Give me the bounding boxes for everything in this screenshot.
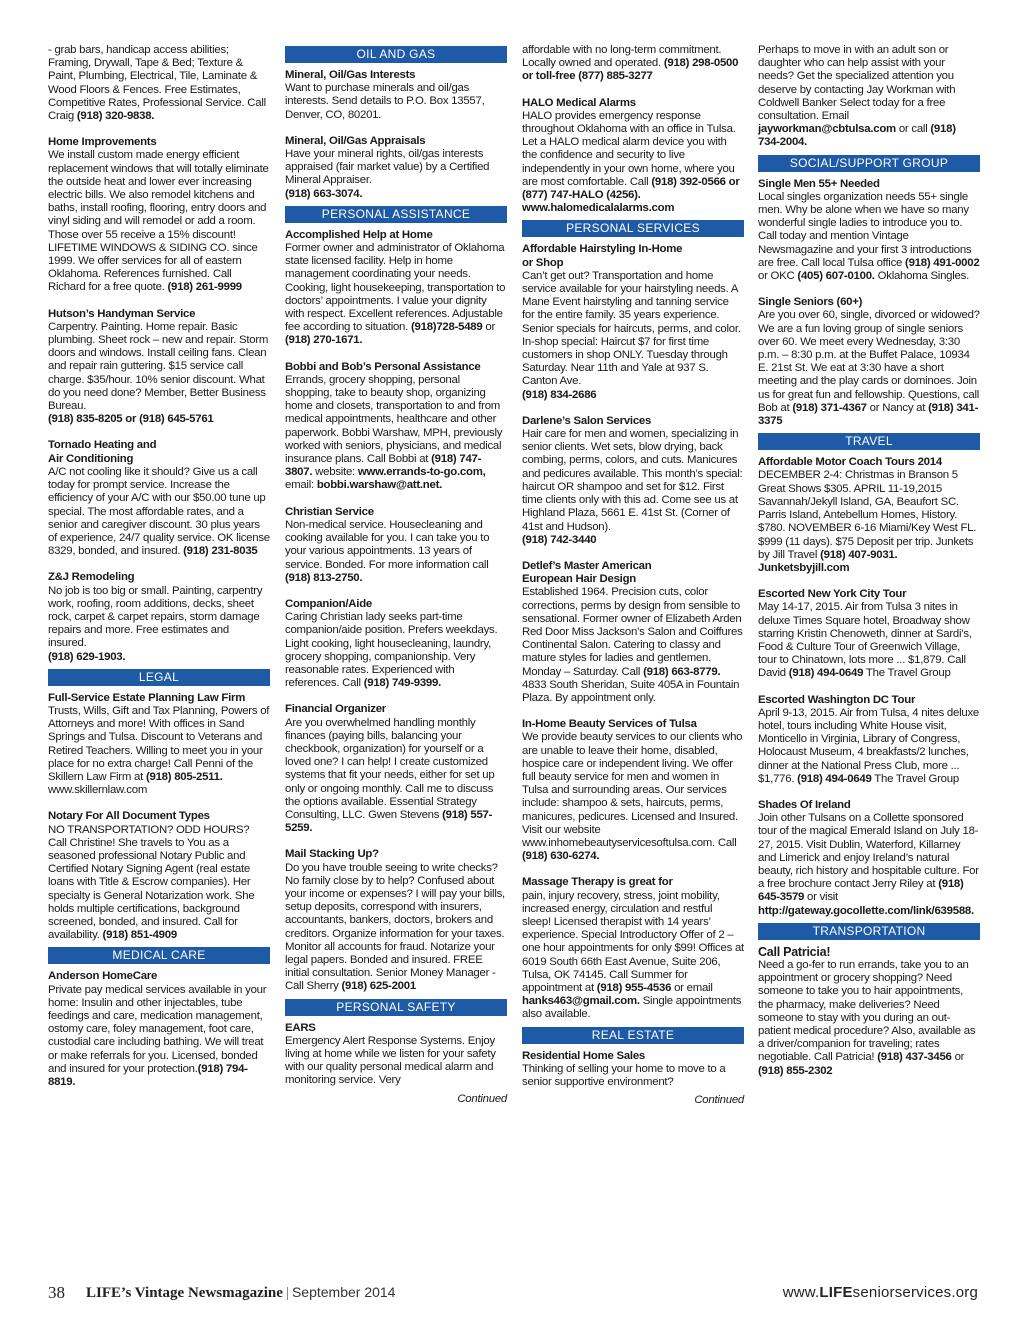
ad-title: Detlef’s Master American [522, 559, 652, 572]
ad-notary [48, 810, 270, 942]
ad-title: Single Seniors (60+) [758, 296, 863, 309]
footer-website-suffix: seniorservices.org [852, 1284, 978, 1301]
ad-text: Are you over 60, single, divorced or widowed? We are a fun loving group of single seniors over 60. We meet every Wednesday, 3:30 p.m. – 8:30 p.m. at the Buffet Palace, 10934 E. 21st St. We eat at 3:30 have a short meeting and the play cards or dominoes. Join us for great fun and fellowship. Questions, call Bob at [758, 309, 980, 414]
ad-text: Caring Christian lady seeks part-time companion/aide position. Prefers weekdays. Light cooking, light housecleaning, laundry, grocery shopping, companionship. Very reasonable rates. Experienced with references. Call [285, 611, 498, 690]
ad-phone: (918) 663-3074. [285, 187, 363, 200]
ad-phone: (918) 392-0566 or (877) 747-HALO (4256). www.halomedicalalarms.com [522, 175, 740, 215]
ad-phone-2: (918) 270-1671. [285, 334, 363, 347]
section-header-social-support: SOCIAL/SUPPORT GROUP [758, 155, 980, 172]
ad-phone: (918) 834-2686 [522, 388, 597, 401]
ad-title-line2: or Shop [522, 256, 564, 269]
ad-darlenes-salon [522, 415, 744, 547]
ad-phone: (918) 494-0649 [788, 667, 864, 680]
ad-detlefs-hair-design [522, 560, 744, 705]
ad-massage-therapy [522, 876, 744, 1021]
ad-phone: (918) 742-3440 [522, 533, 597, 546]
ad-home-improvements [48, 136, 270, 294]
ad-text: April 9-13, 2015. Air from Tulsa, 4 nites deluxe hotel, tours including White House visit, Monticello in Virginia, Library of Congress, Holocaust Museum, 4 breakfasts/2 lunches, dinner at the National Press Club, more ... $1,776. [758, 706, 979, 785]
ad-text-or: or Nancy at [866, 401, 929, 414]
ad-phone-2: (405) 607-0100. [797, 270, 875, 283]
ad-motor-coach-tours [758, 456, 980, 575]
ad-continued-ears [522, 44, 744, 84]
ad-phone: (918) 407-9031. Junketsbyjill.com [758, 548, 898, 574]
ad-text: We provide beauty services to our clients who are unable to leave their home, disabled, hospice care or independent living. We offer full beauty service for men and women in Tulsa and surrounding areas. Our services include: shampoo & sets, haircuts, perms, manicures, pedicures. Licensed and Insured. Visit our website www.inhomebeautyservicesoftulsa.com. Call [522, 731, 743, 849]
ad-title-line2: Air Conditioning [48, 452, 134, 465]
ad-phone: (918) 734-2004. [758, 123, 956, 149]
ad-mail-stacking [285, 848, 507, 993]
ad-title: In-Home Beauty Services of Tulsa [522, 718, 697, 731]
ad-text: A/C not cooling like it should? Give us a call today for prompt service. Increase the efficiency of your A/C with our $50.00 tune up special. The most affordable rates, and a senior and caregiver discount. 30 plus years of experience, 24/7 quality service. OK license 8329, bonded, and insured. [48, 465, 270, 558]
ad-text: NO TRANSPORTATION? ODD HOURS? Call Christine! She travels to You as a seasoned professional Notary Public and Certified Notary Signing Agent (real estate loans with Title & Escrow companies). Her specialty is General Notarization work. She holds multiple certifications, background screened, bonded, and insured. Call for availability. [48, 823, 255, 942]
ad-shades-of-ireland [758, 799, 980, 918]
ad-text-tail: Oklahoma Singles. [874, 270, 969, 283]
ad-text: Local singles organization needs 55+ single men. Why be alone when we have so many wonderful single ladies to introduce you to. Call today and mention Vintage Newsmagazine and your first 3 introductions are free. Call local Tulsa office [758, 190, 972, 269]
ad-text: HALO provides emergency response throughout Oklahoma with an office in Tulsa. Let a HALO medical alarm device you with the confidence and security to live independently in your own home, where you are most comfortable. Call [522, 109, 736, 188]
ad-text: Errands, grocery shopping, personal shopping, take to beauty shop, organizing home and closets, transportation to and from medical appointments, healthcare and other paperwork. Bobbi Warshaw, MPH, previously worked with seniors, physicians, and medical insurance plans. Call Bobbi at [285, 373, 503, 466]
ad-text: Thinking of selling your home to move to a senior supportive environment? [522, 1062, 726, 1089]
ad-text: We install custom made energy efficient replacement windows that will totally eliminate the outside heat and lower ever increasing electric bills. We also remodel kitchens and baths, install roofing, flooring, entry doors and vinyl siding and will remodel or add a room. Those over 55 receive a 15% discount! LIFETIME WINDOWS & SIDING CO. since 1999. We offer services for all of eastern Oklahoma. References furnished. Call Richard for a free quote. [48, 149, 269, 294]
column-3 [522, 44, 744, 1107]
ad-text-or: or [482, 321, 496, 334]
ad-title: Anderson HomeCare [48, 970, 158, 983]
ad-text: Carpentry. Painting. Home repair. Basic plumbing. Sheet rock – new and repair. Storm doors and windows. Install ceiling fans. Clean and repair rain guttering. $15 service call charge. $35/hour. 10% senior discount. What do you need done? Member, Better Business Bureau. [48, 320, 269, 413]
section-header-personal-services: PERSONAL SERVICES [522, 220, 744, 237]
ad-ears [285, 1022, 507, 1088]
ad-text-website: website: [312, 466, 358, 479]
ad-text: Perhaps to move in with an adult son or daughter who can help assist with your needs? Get the specialized attention you deserve by contacting Jay Workman with Coldwell Banker Select today for a free consultation. Email [758, 44, 956, 123]
ad-phone: (918) 261-9999 [167, 281, 242, 294]
ad-title: Single Men 55+ Needed [758, 177, 880, 190]
ad-new-york-tour [758, 588, 980, 680]
ad-title: Escorted Washington DC Tour [758, 693, 916, 706]
ad-continued-handyman [48, 44, 270, 123]
ad-in-home-beauty [522, 718, 744, 863]
ad-website: http://gateway.gocollette.com/link/639588. [758, 904, 974, 917]
section-header-real-estate: REAL ESTATE [522, 1027, 744, 1044]
ad-title: Affordable Hairstyling In-Home [522, 243, 683, 256]
ad-title: Full-Service Estate Planning Law Firm [48, 691, 246, 704]
ad-website: www.skillernlaw.com [48, 784, 148, 797]
ad-phone-2: (918) 341-3375 [758, 401, 979, 428]
ad-title: Residential Home Sales [522, 1049, 646, 1062]
section-header-personal-assistance: PERSONAL ASSISTANCE [285, 206, 507, 223]
ad-text-visit: or visit [804, 891, 838, 904]
ad-title: Companion/Aide [285, 597, 372, 610]
ad-phone: (918) 231-8035 [183, 545, 258, 558]
ad-title: Mail Stacking Up? [285, 848, 379, 861]
ad-phone: (918) 298-0500 or toll-free (877) 885-3277 [522, 57, 739, 83]
footer-website-prefix: www. [782, 1284, 820, 1301]
ad-text: Private pay medical services available in your home: Insulin and other injectables, tube feedings and care, medication management, ostomy care, foley management, foot care, custodial care including bathing. We will treat or make referrals for you. Licensed, bonded and insured for your protection. [48, 983, 267, 1075]
ad-anderson-homecare [48, 970, 270, 1089]
ad-phone: (918) 371-4367 [792, 401, 867, 414]
ad-title: Darlene’s Salon Services [522, 414, 652, 427]
ad-email: hanks463@gmail.com. [522, 995, 640, 1008]
section-header-travel: TRAVEL [758, 433, 980, 450]
ad-text-tail: 4833 South Sheridan, Suite 405A in Fountain Plaza. By appointment only. [522, 678, 740, 704]
footer-website [783, 1284, 978, 1301]
ad-call-patricia [758, 946, 980, 1078]
ad-title: Shades Of Ireland [758, 798, 851, 811]
ad-phone: (918) 320-9838. [76, 110, 155, 123]
ad-accomplished-help [285, 229, 507, 348]
ad-title: Mineral, Oil/Gas Appraisals [285, 134, 426, 147]
ad-phone: (918) 630-6274. [522, 850, 600, 863]
ad-text: May 14-17, 2015. Air from Tulsa 3 nites in deluxe Times Square hotel, Broadway show starring Kristin Chenoweth, dinner at Sardi’s, Food & Culture Tour of Greenwich Village, tour to Chinatown, lots more ... $1,879. Call David [758, 601, 972, 680]
ad-title: HALO Medical Alarms [522, 96, 636, 109]
ad-washington-tour [758, 694, 980, 786]
column-2 [285, 44, 507, 1106]
ad-phone: (918) 835-8205 or (918) 645-5761 [48, 413, 214, 426]
continued-label: Continued [694, 1094, 744, 1107]
ad-zj-remodeling [48, 571, 270, 663]
ad-title: EARS [285, 1021, 316, 1034]
ad-title: Mineral, Oil/Gas Interests [285, 69, 416, 81]
ad-title: Hutson’s Handyman Service [48, 307, 196, 320]
ad-title: Massage Therapy is great for [522, 876, 673, 889]
ad-companion-aide [285, 598, 507, 690]
ad-bobbi-and-bob [285, 361, 507, 493]
page-number: 38 [48, 1283, 65, 1302]
issue-date: September 2014 [291, 1284, 396, 1300]
ad-tornado-heating [48, 439, 270, 558]
ad-title: Escorted New York City Tour [758, 588, 907, 601]
ad-text: Join other Tulsans on a Collette sponsored tour of the magical Emerald Island on July 18-27, 2015. Visit Dublin, Waterford, Killarney and Limerick and enjoy Ireland’s natural beauty, rich history and hospitable culture. For a free brochure contact Jerry Riley at [758, 812, 979, 891]
ad-phone: (918) 747-3807. [285, 453, 482, 479]
ad-phone: (918) 557-5259. [285, 808, 493, 835]
ad-title: Home Improvements [48, 136, 157, 149]
ad-email: bobbi.warshaw@att.net. [316, 479, 443, 492]
continued-label: Continued [457, 1092, 507, 1105]
ad-phone: (918) 851-4909 [102, 929, 177, 942]
footer-website-brand: LIFE [819, 1284, 853, 1301]
ad-phone: (918) 645-3579 [758, 878, 964, 904]
column-4 [758, 44, 980, 1091]
ad-phone: (918) 491-0002 [905, 256, 980, 269]
magazine-title [86, 1284, 395, 1302]
ad-phone: (918) 794-8819. [48, 1062, 248, 1089]
ad-estate-planning [48, 692, 270, 798]
ad-title: Christian Service [285, 505, 374, 518]
ad-text: Need a go-fer to run errands, take you to an appointment or grocery shopping? Need someone to take you to hair appointments, the pharmacy, make deliveries? Need someone to stay with you during an out-patient medical procedure? Also, available as a driver/companion for traveling; rates negotiable. Call Patricia! [758, 958, 976, 1064]
ad-halo-medical-alarms [522, 97, 744, 216]
ad-phone: (918) 749-9399. [363, 677, 441, 690]
column-1 [48, 44, 270, 1102]
ad-phone: (918) 494-0649 [797, 772, 872, 785]
ad-title: Bobbi and Bob’s Personal Assistance [285, 360, 481, 373]
ad-single-men [758, 178, 980, 284]
ad-title: Tornado Heating and [48, 439, 157, 452]
magazine-name: LIFE’s Vintage Newsmagazine [86, 1285, 283, 1301]
ad-text: Established 1964. Precision cuts, color corrections, perms by design from sensible to sensational. Former owner of Elizabeth Arden Red Door Miss Jackson’s Salon and Coiffures Continental Salon. Catering to classy and mature styles for ladies and gentlemen. Monday – Saturday. Call [522, 586, 743, 678]
ad-text: Emergency Alert Response Systems. Enjoy living at home while we listen for your safety with our quality personal medical alarm and monitoring service. Very [285, 1034, 496, 1087]
ad-single-seniors [758, 296, 980, 428]
ad-mineral-interests [285, 69, 507, 122]
ad-title: Z&J Remodeling [48, 571, 135, 584]
ad-text: Want to purchase minerals and oil/gas interests. Send details to P.O. Box 13557, Denver, CO, 80201. [285, 82, 485, 121]
ad-residential-home-sales [522, 1050, 744, 1090]
ad-text: Former owner and administrator of Oklahoma state licensed facility. Help in home management coordinating your needs. Cooking, light housekeeping, transportation to doctors’ appointments. I value your dignity with respect. Excellent references. Adjustable fee according to situation. [285, 242, 506, 334]
ad-title: Financial Organizer [285, 703, 386, 716]
section-header-legal: LEGAL [48, 669, 270, 686]
ad-text: Trusts, Wills, Gift and Tax Planning, Powers of Attorneys and more! With offices in Sand Springs and Tulsa. Discount to Veterans and Retired Teachers. Willing to meet you in your place for no extra charge! Call Penni of the Skillern Law Firm at [48, 704, 270, 783]
ad-phone: (918) 629-1903. [48, 650, 126, 663]
ad-phone: (918) 805-2511. [145, 770, 223, 783]
ad-text-or: or [951, 1051, 965, 1064]
ad-title: Call Patricia! [758, 944, 831, 959]
ad-text-tail: The Travel Group [863, 667, 951, 680]
ad-phone: (918)728-5489 [410, 321, 483, 334]
ad-text-tail: The Travel Group [871, 772, 959, 785]
ad-text-tail: Single appointments also available. [522, 995, 742, 1021]
ad-phone: (918) 663-8779. [643, 665, 721, 678]
ad-text: pain, injury recovery, stress, joint mobility, increased energy, circulation and restful sleep! Licensed therapist with 14 years’ experience. Special Introductory Offer of 2 – one hour appointments for only $99! Offices at 6019 South 66th East Avenue, Suite 206, Tulsa, OK 74145. Call Summer for appointment at [522, 889, 744, 994]
ad-continued-home-sales [758, 44, 980, 150]
ad-financial-organizer [285, 703, 507, 835]
ad-text-email: or email [671, 982, 713, 994]
ad-phone: (918) 625-2001 [341, 980, 416, 993]
ad-email: jayworkman@cbtulsa.com [758, 123, 896, 136]
ad-title: Notary For All Document Types [48, 810, 210, 823]
ad-text: Non-medical service. Housecleaning and cooking available for you. I can take you to your various appointments. 13 years of service. Bonded. For more information call [285, 518, 490, 571]
ad-text: affordable with no long-term commitment. Locally owned and operated. [522, 44, 722, 70]
ad-website: www.errands-to-go.com, [357, 466, 486, 479]
ad-text: Do you have trouble seeing to write checks? No family close by to help? Confused about your income or expenses? I will pay your bills, setup deposits, correspond with insurers, accountants, bankers, doctors, brokers and creditors. Organize information for your taxes. Monitor all accounts for fraud. Notarize your legal papers. Bonded and insured. FREE initial consultation. Senior Money Manager - Call Sherry [285, 861, 505, 993]
ad-text: Are you overwhelmed handling monthly finances (paying bills, balancing your checkbook, organization) for yourself or a loved one? I can help! I create customized systems that fit your needs, either for set up only or ongoing monthly. Call me to discuss the options available. Essential Strategy Consulting, LLC. Gwen Stevens [285, 716, 495, 821]
ad-phone: (918) 813-2750. [285, 571, 363, 584]
ad-text: No job is too big or small. Painting, carpentry work, roofing, room additions, decks, sheet rock, carpet & carpet repairs, storm damage repairs and more. Free estimates and insured. [48, 584, 263, 650]
ad-text: Hair care for men and women, specializing in senior clients. Wet sets, blow drying, back combing, perms, colors, and cuts. Manicures and pedicures available. This month’s special: haircut OR shampoo and set for $12. First time clients only with this ad. Come see us at Highland Plaza, 5661 E. 41st St. (Corner of 41st and Hudson). [522, 428, 743, 533]
ad-phone-2: (918) 855-2302 [758, 1064, 833, 1077]
page-footer [48, 1283, 978, 1303]
ad-title: Accomplished Help at Home [285, 228, 433, 241]
section-header-personal-safety: PERSONAL SAFETY [285, 999, 507, 1016]
section-header-transportation: TRANSPORTATION [758, 923, 980, 940]
footer-separator: | [285, 1285, 289, 1301]
ad-text: Have your mineral rights, oil/gas interests appraised (fair market value) by a Certified Mineral Appraiser. [285, 148, 490, 187]
ad-christian-service [285, 506, 507, 585]
ad-text: Can’t get out? Transportation and home service available for your hairstyling needs. A Mane Event hairstyling and tanning service for the entire family. 35 years experience. Senior specials for haircuts, perms, and color. In-shop special: Haircut $7 for first time customers in shop ONLY. Tuesday through Saturday. Near 11th and Yale at 937 S. Canton Ave. [522, 269, 741, 388]
section-header-medical-care: MEDICAL CARE [48, 947, 270, 964]
ad-text-or: or OKC [758, 270, 798, 283]
ad-text-or: or call [895, 123, 931, 136]
ad-text-email: email: [285, 479, 317, 492]
ad-hutsons-handyman [48, 308, 270, 427]
section-header-oil-and-gas: OIL AND GAS [285, 46, 507, 63]
ad-text: - grab bars, handicap access abilities; Framing, Drywall, Tape & Bed; Texture & Paint, Plumbing, Electrical, Tile, Laminate & Wood Floors & Fences. Free Estimates, Competitive Rates, Professional Service. Call Craig [48, 44, 266, 123]
ad-phone: (918) 437-3456 [877, 1051, 952, 1064]
ad-mineral-appraisals [285, 135, 507, 201]
ad-phone: (918) 955-4536 [596, 982, 672, 994]
ad-title-line2: European Hair Design [522, 573, 636, 586]
ad-affordable-hairstyling [522, 243, 744, 401]
ad-text: DECEMBER 2-4: Christmas in Branson 5 Great Shows $305. APRIL 11-19,2015 Savannah/Jekyll Island, GA, Beaufort SC. Parris Island, Antebellum Homes, History. $780. NOVEMBER 6-16 Miami/Key West FL. $999 (11 days). $75 Deposit per trip. Junkets by Jill Travel [758, 469, 977, 561]
ad-title: Affordable Motor Coach Tours 2014 [758, 456, 942, 469]
